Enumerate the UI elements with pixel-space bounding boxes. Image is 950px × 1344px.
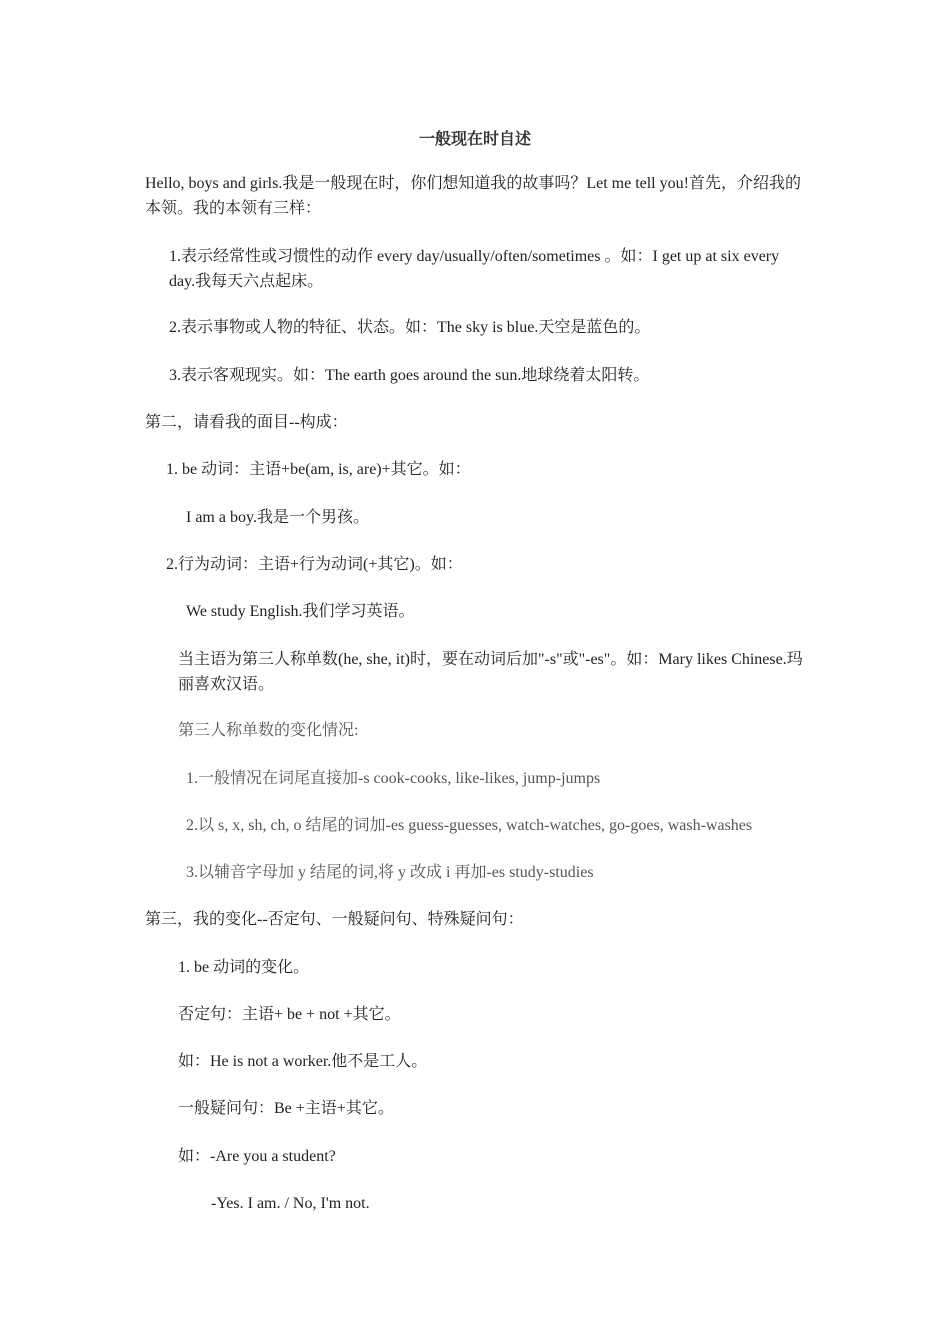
section2-heading: 第二，请看我的面目--构成： bbox=[145, 414, 348, 431]
negative-example: 如：He is not a worker.他不是工人。 bbox=[178, 1053, 428, 1070]
section3-heading: 第三，我的变化--否定句、一般疑问句、特殊疑问句： bbox=[145, 911, 524, 928]
third-person-heading: 第三人称单数的变化情况: bbox=[178, 722, 359, 739]
usage-item-3: 3.表示客观现实。如：The earth goes around the sun.地球绕着太阳转。 bbox=[169, 367, 650, 384]
third-person-note: 当主语为第三人称单数(he, she, it)时，要在动词后加"-s"或"-es"。如：Mary likes Chinese.玛丽喜欢汉语。 bbox=[178, 651, 803, 693]
be-verb-rule: 1. be 动词：主语+be(am, is, are)+其它。如： bbox=[166, 461, 471, 478]
third-person-rule-3: 3.以辅音字母加 y 结尾的词,将 y 改成 i 再加-es study-studies bbox=[186, 864, 594, 881]
intro-paragraph: Hello, boys and girls.我是一般现在时，你们想知道我的故事吗？Let me tell you!首先，介绍我的本领。我的本领有三样： bbox=[145, 175, 801, 217]
answer-example: -Yes. I am. / No, I'm not. bbox=[211, 1195, 370, 1212]
document-title: 一般现在时自述 bbox=[418, 131, 531, 148]
question-rule: 一般疑问句：Be +主语+其它。 bbox=[178, 1100, 394, 1117]
negative-rule: 否定句：主语+ be + not +其它。 bbox=[178, 1006, 401, 1023]
third-person-rule-2: 2.以 s, x, sh, ch, o 结尾的词加-es guess-guesses, watch-watches, go-goes, wash-washes bbox=[186, 817, 753, 834]
be-change-heading: 1. be 动词的变化。 bbox=[178, 959, 310, 976]
usage-item-1: 1.表示经常性或习惯性的动作 every day/usually/often/sometimes 。如：I get up at six every day.我每天六点起床。 bbox=[169, 248, 780, 290]
be-verb-example: I am a boy.我是一个男孩。 bbox=[186, 509, 369, 526]
action-verb-rule: 2.行为动词：主语+行为动词(+其它)。如： bbox=[166, 556, 463, 573]
question-example: 如：-Are you a student? bbox=[178, 1148, 336, 1165]
action-verb-example: We study English.我们学习英语。 bbox=[186, 603, 415, 620]
usage-item-2: 2.表示事物或人物的特征、状态。如：The sky is blue.天空是蓝色的。 bbox=[169, 319, 651, 336]
third-person-rule-1: 1.一般情况在词尾直接加-s cook-cooks, like-likes, jump-jumps bbox=[186, 770, 601, 787]
